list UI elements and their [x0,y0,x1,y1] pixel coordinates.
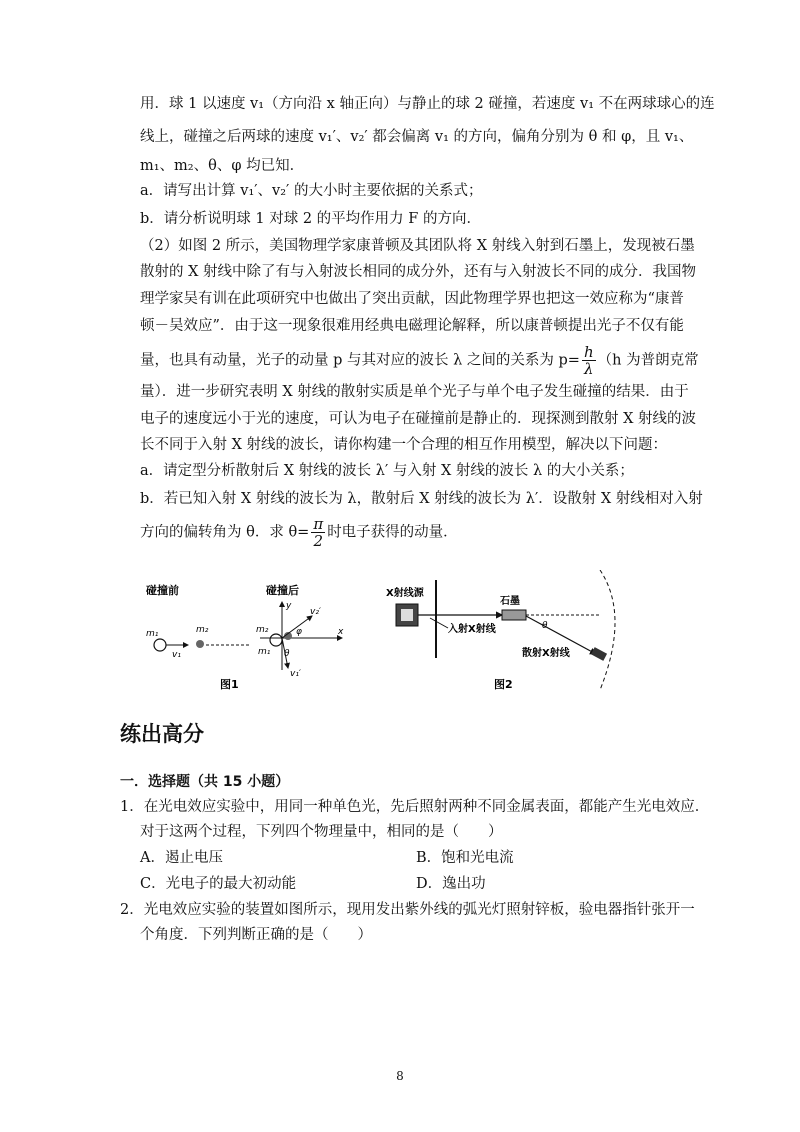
fraction-numerator: π [313,515,324,533]
body-line: 理学家吴有训在此项研究中也做出了突出贡献，因此物理学界也把这一效应称为“康普 [140,291,684,307]
body-line: 顿－吴效应”．由于这一现象很难用经典电磁理论解释，所以康普顿提出光子不仅有能 [140,318,684,334]
theta-fraction [311,516,325,549]
theta-line [140,516,458,549]
theta-label-fig2: θ [542,621,548,631]
detector [591,647,607,661]
question-1-line1: 1．在光电效应实验中，用同一种单色光，先后照射两种不同金属表面，都能产生光电效应． [120,799,710,815]
graphite-label: 石墨 [500,596,520,607]
phi-label: φ [296,627,302,637]
formula-after: （h 为普朗克常 [597,352,699,369]
formula-before: 量，也具有动量，光子的动量 p 与其对应的波长 λ 之间的关系为 p= [140,352,580,369]
m2-after-label: m₂ [256,625,269,635]
after-label: 碰撞后 [266,584,299,597]
ball-1-after [270,634,282,646]
fraction-denominator: λ [584,360,594,378]
momentum-fraction [582,344,596,377]
ball-2 [196,640,204,648]
figure-1 [146,583,344,691]
fraction-denominator: 2 [313,532,324,550]
question-2-line1: 2．光电效应实验的装置如图所示，现用发出紫外线的弧光灯照射锌板，验电器指针张开一 [120,902,695,918]
y-label: y [286,601,292,611]
body-line: 线上，碰撞之后两球的速度 v₁′、v₂′ 都会偏离 v₁ 的方向，偏角分别为 θ 和 φ，且 v₁、 [140,129,694,145]
caption-fig2: 图2 [494,678,513,691]
theta-label-fig1: θ [284,649,290,659]
source-label: X射线源 [386,588,424,599]
body-line: 电子的速度远小于光的速度，可认为电子在碰撞前是静止的．现探测到散射 X 射线的波 [140,411,697,427]
formula-line [140,344,699,377]
option-a: A．遏止电压 [140,850,223,866]
option-d: D．逸出功 [416,876,486,892]
section-subtitle: 一．选择题（共 15 小题） [120,774,290,790]
body-line: m₁、m₂、θ、φ 均已知． [140,158,305,174]
ball-1 [154,639,166,651]
body-line: 量）．进一步研究表明 X 射线的散射实质是单个光子与单个电子发生碰撞的结果．由于 [140,384,689,400]
detector-arc [600,570,615,690]
m2-label: m₂ [196,625,209,635]
fraction-numerator: h [583,343,594,361]
x-label: x [338,627,344,637]
section-heading: 练出高分 [120,722,204,746]
physics-figure [130,570,650,700]
theta-before: 方向的偏转角为 θ．求 θ= [140,524,310,541]
v1-label: v₁ [172,650,181,660]
body-line: b．请分析说明球 1 对球 2 的平均作用力 F 的方向． [140,211,481,227]
v1-prime-label: v₁′ [290,669,301,679]
body-line: 长不同于入射 X 射线的波长，请你构建一个合理的相互作用模型，解决以下问题： [140,437,668,453]
question-1-line2: 对于这两个过程，下列四个物理量中，相同的是（ ） [140,824,503,840]
body-line: a．请定型分析散射后 X 射线的波长 λ′ 与入射 X 射线的波长 λ 的大小关系； [140,463,634,479]
xray-source-window [401,609,413,621]
theta-after: 时电子获得的动量． [327,524,458,541]
incident-pointer [430,618,448,628]
graphite-target [502,610,526,620]
v2-prime-label: v₂′ [310,607,321,617]
page-number: 8 [396,1069,404,1083]
m1-after-label: m₁ [258,647,271,657]
option-b: B．饱和光电流 [416,850,514,866]
body-line: 散射的 X 射线中除了有与入射波长相同的成分外，还有与入射波长不同的成分．我国物 [140,264,697,280]
figure-2 [386,570,615,691]
body-line: b．若已知入射 X 射线的波长为 λ，散射后 X 射线的波长为 λ′．设散射 X 射线相对入射 [140,491,703,507]
before-label: 碰撞前 [146,584,179,597]
body-line: a．请写出计算 v₁′、v₂′ 的大小时主要依据的关系式； [140,183,483,199]
m1-label: m₁ [146,629,159,639]
scatter-label: 散射X射线 [522,648,570,659]
caption-fig1: 图1 [220,678,239,691]
question-2-line2: 个角度．下列判断正确的是（ ） [140,927,372,943]
option-c: C．光电子的最大初动能 [140,876,297,892]
body-line: 用．球 1 以速度 v₁（方向沿 x 轴正向）与静止的球 2 碰撞，若速度 v₁ 不在两球球心的连 [140,96,715,112]
body-line: （2）如图 2 所示，美国物理学家康普顿及其团队将 X 射线入射到石墨上，发现被石墨 [140,238,695,254]
incident-label: 入射X射线 [448,624,496,635]
